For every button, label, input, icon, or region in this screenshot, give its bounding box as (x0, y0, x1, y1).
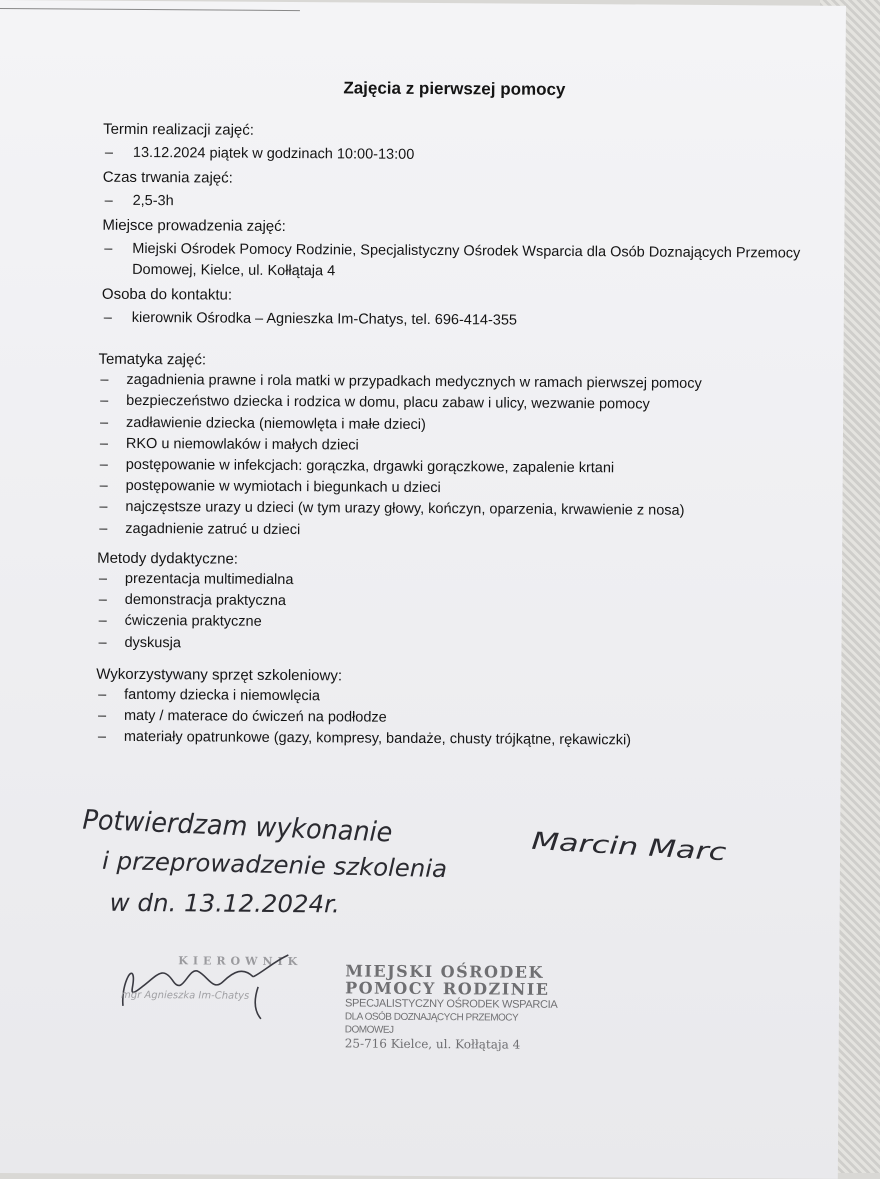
stamp-line-4: DLA OSÓB DOZNAJĄCYCH PRZEMOCY DOMOWEJ (344, 1011, 519, 1036)
location-item: – Miejski Ośrodek Pomocy Rodzinie, Specjalistyczny Ośrodek Wsparcia dla Osób Doznających Przemocy Domowej, Kielce, ul. Kołłątaja 4 (102, 239, 812, 286)
institution-stamp (345, 962, 566, 1053)
topic-item: – postępowanie w infekcjach: gorączka, drgawki gorączkowe, zapalenie krtani (98, 455, 818, 481)
contact-item: – kierownik Ośrodka – Agnieszka Im-Chatys, tel. 696-414-355 (102, 308, 822, 334)
method-item: – demonstracja praktyczna (97, 590, 817, 616)
topic-item: – zadławienie dziecka (niemowlęta i małe dzieci) (98, 412, 818, 438)
stamp-title-text: KIEROWNIK (178, 954, 303, 969)
topic-item: – zagadnienie zatruć u dzieci (97, 518, 817, 544)
page-top-line (0, 8, 300, 11)
topic-item: – RKO u niemowlaków i małych dzieci (98, 434, 818, 460)
topics-heading: Tematyka zajęć: (98, 350, 207, 369)
director-signature-stamp (103, 946, 304, 1027)
signature-marcin (529, 814, 739, 870)
stamp-line-1: MIEJSKI OŚRODEK (345, 961, 544, 982)
handwritten-confirmation (82, 789, 553, 932)
equipment-item: – materiały opatrunkowe (gazy, kompresy, bandaże, chusty trójkątne, rękawiczki) (96, 727, 816, 753)
stamp-name-text: mgr Agnieszka Im-Chatys (121, 989, 250, 1002)
document-title: Zajęcia z pierwszej pomocy (343, 78, 566, 99)
section-heading-duration: Czas trwania zajęć: (102, 168, 233, 187)
handwritten-line-3: w dn. 13.12.2024r. (109, 888, 336, 919)
equipment-heading: Wykorzystywany sprzęt szkoleniowy: (96, 665, 343, 685)
topic-item: – bezpieczeństwo dziecka i rodzica w domu, placu zabaw i ulicy, wezwanie pomocy (98, 391, 818, 417)
equipment-item: – fantomy dziecka i niemowlęcia (96, 685, 816, 711)
topic-item: – zagadnienia prawne i rola matki w przypadkach medycznych w ramach pierwszej pomocy (98, 370, 818, 396)
method-item: – dyskusja (96, 632, 816, 658)
handwritten-line-2: i przeprowadzenie szkolenia (101, 846, 442, 884)
method-item: – ćwiczenia praktyczne (97, 611, 817, 637)
handwritten-line-1: Potwierdzam wykonanie (81, 804, 412, 850)
topic-item: – postępowanie w wymiotach i biegunkach u dzieci (98, 476, 818, 502)
program-sections (96, 349, 819, 754)
section-heading-date: Termin realizacji zajęć: (103, 120, 255, 139)
duration-item: – 2,5-3h (103, 191, 823, 217)
methods-heading: Metody dydaktyczne: (97, 549, 239, 568)
section-heading-contact: Osoba do kontaktu: (101, 285, 233, 304)
info-sections (102, 119, 823, 334)
signature-text: Marcin Marc (530, 826, 679, 864)
topic-item: – najczęstsze urazy u dzieci (w tym urazy głowy, kończyn, oparzenia, krwawienie z nosa) (97, 497, 817, 523)
section-heading-location: Miejsce prowadzenia zajęć: (102, 216, 286, 236)
method-item: – prezentacja multimedialna (97, 569, 817, 595)
equipment-item: – maty / materace do ćwiczeń na podłodze (96, 706, 816, 732)
date-item: – 13.12.2024 piątek w godzinach 10:00-13:00 (103, 143, 823, 169)
stamp-line-5: 25-716 Kielce, ul. Kołłątaja 4 (344, 1036, 521, 1052)
stamp-line-2: POMOCY RODZINIE (345, 978, 550, 999)
stamp-line-3: SPECJALISTYCZNY OŚRODEK WSPARCIA (344, 997, 558, 1011)
